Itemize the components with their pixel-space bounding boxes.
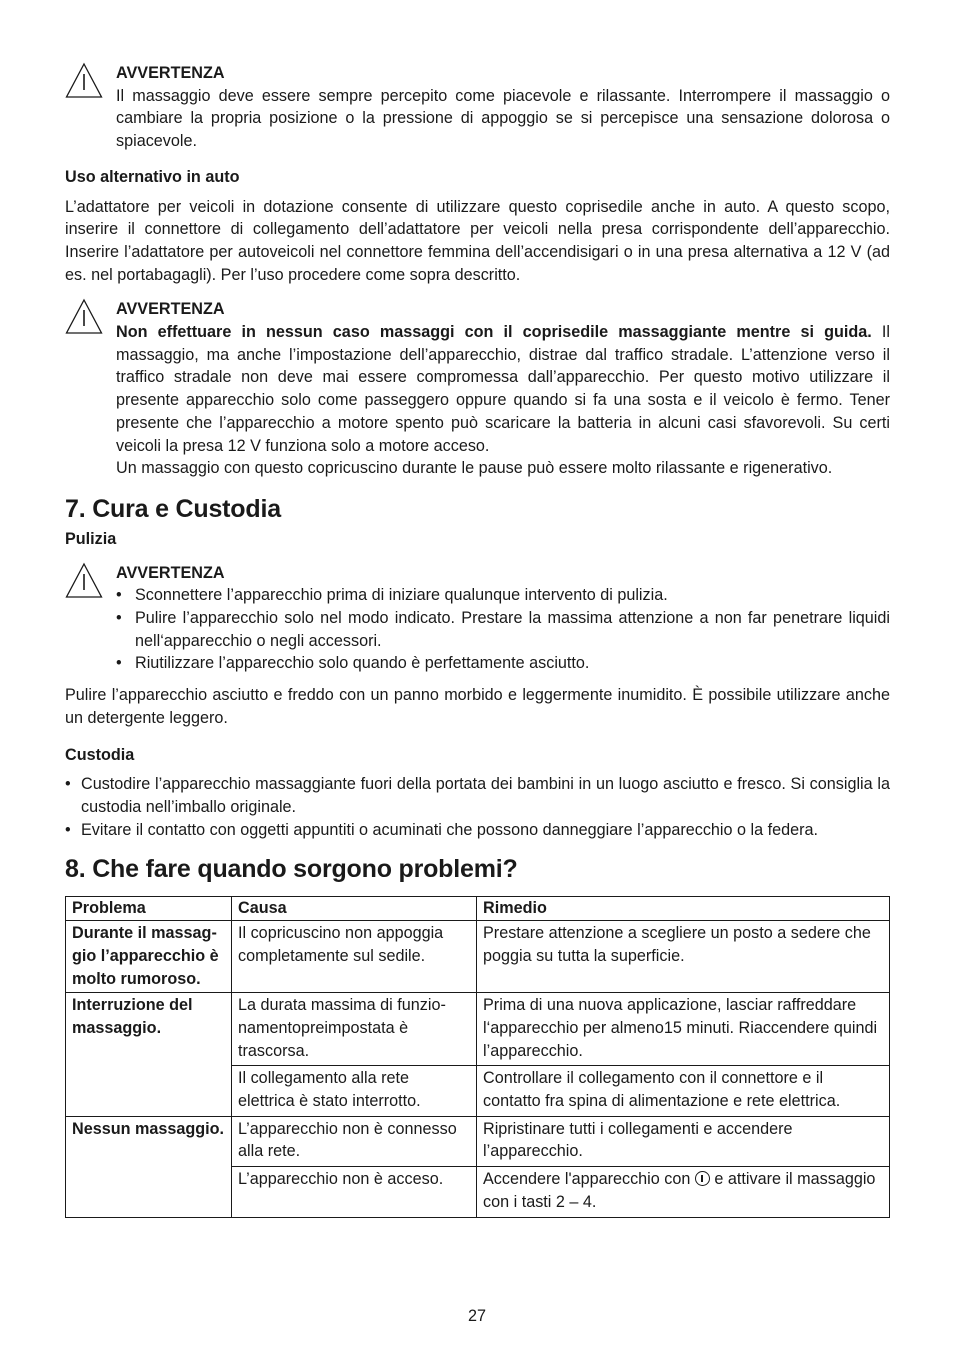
column-header: Problema <box>66 897 232 921</box>
list-item: • Custodire l’apparecchio massaggiante fuori della portata dei bambini in un luogo asciutto e fresco. Si consiglia la custodia nell’imballo originale. <box>65 773 890 818</box>
power-symbol-icon <box>695 1171 710 1186</box>
warning-block-driving <box>65 298 890 480</box>
section-7-title: 7. Cura e Custodia <box>65 494 281 523</box>
warning-text-2: Un massaggio con questo copricuscino durante le pause può essere molto rilassante e rigenerativo. <box>116 459 833 478</box>
cleaning-heading: Pulizia <box>65 529 117 548</box>
car-use-heading: Uso alternativo in auto <box>65 167 240 186</box>
warning-triangle-icon <box>65 62 103 100</box>
table-header-row <box>66 897 890 921</box>
cause-cell: L’apparecchio non è connesso alla rete. <box>232 1116 477 1166</box>
column-header: Rimedio <box>477 897 890 921</box>
page-number: 27 <box>467 1307 486 1325</box>
warning-bold-text: Non effettuare in nessun caso massaggi con il coprisedile massaggiante mentre si guida. <box>116 323 872 342</box>
troubleshooting-table <box>65 896 890 1217</box>
document-page <box>65 62 890 1218</box>
list-item: • Riutilizzare l’apparecchio solo quando è perfettamente asciutto. <box>116 652 890 675</box>
cause-cell: Il copricuscino non appoggia completamente sul sedile. <box>232 921 477 993</box>
warning-title: AVVERTENZA <box>116 563 225 582</box>
warning-triangle-icon <box>65 298 103 336</box>
table-row <box>66 921 890 993</box>
warning-text <box>116 321 890 457</box>
list-item: • Pulire l’apparecchio solo nel modo indicato. Prestare la massima attenzione a non far penetrare liquidi nell‘apparecchio o negli accessori. <box>116 607 890 652</box>
remedy-cell: Prestare attenzione a scegliere un posto a sedere che poggia su tutta la superficie. <box>477 921 890 993</box>
warning-title: AVVERTENZA <box>116 300 225 319</box>
cause-cell: Il collegamento alla rete elettrica è stato interrotto. <box>232 1066 477 1116</box>
list-item: • Sconnettere l’apparecchio prima di iniziare qualunque intervento di pulizia. <box>116 584 890 607</box>
remedy-cell: Controllare il collegamento con il connettore e il contatto fra spina di alimentazione e rete elettrica. <box>477 1066 890 1116</box>
car-use-text: L’adattatore per veicoli in dotazione consente di utilizzare questo coprisedile anche in auto. A questo scopo, inserire il connettore di collegamento dell’adattatore per veicoli nella presa corrispondente dell’apparecchio. Inserire l’adattatore per autoveicoli nel connettore femmina dell’accendisigari o in una presa alternativa a 12 V (ad es. nel portabagagli). Per l’uso procedere come sopra descritto. <box>65 197 890 284</box>
table-row <box>66 993 890 1066</box>
storage-heading: Custodia <box>65 745 135 764</box>
cause-cell: La durata massima di funzionamentopreimpostata è trascorsa. <box>232 993 477 1066</box>
list-item: • Evitare il contatto con oggetti appuntiti o acuminati che possono danneggiare l’apparecchio o la federa. <box>65 819 890 842</box>
table-row <box>66 1116 890 1166</box>
problem-cell: Interruzione del massaggio. <box>66 993 232 1117</box>
warning-title: AVVERTENZA <box>116 64 225 82</box>
warning-text: Il massaggio deve essere sempre percepito come piacevole e rilassante. Interrompere il massaggio o cambiare la propria posizione o la pressione di appoggio se si percepisce una sensazione dolorosa o spiacevole. <box>116 86 890 151</box>
cleaning-text: Pulire l’apparecchio asciutto e freddo con un panno morbido e leggermente inumidito. È possibile utilizzare anche un detergente leggero. <box>65 686 890 727</box>
warning-block-cleaning <box>65 562 890 676</box>
remedy-cell: Prima di una nuova applicazione, lasciar raffreddare l‘apparecchio per almeno15 minuti. Riaccendere quindi l’apparecchio. <box>477 993 890 1066</box>
warning-triangle-icon <box>65 562 103 600</box>
section-8-title: 8. Che fare quando sorgono problemi? <box>65 855 518 884</box>
cleaning-warning-list <box>116 584 890 675</box>
cause-cell: L’apparecchio non è acceso. <box>232 1167 477 1217</box>
remedy-text-start: Accendere l'apparecchio con <box>483 1170 691 1189</box>
storage-list <box>65 773 890 841</box>
column-header: Causa <box>232 897 477 921</box>
remedy-cell: Ripristinare tutti i collegamenti e accendere l’apparecchio. <box>477 1116 890 1166</box>
problem-cell: Durante il massaggio l’apparecchio è molto rumoroso. <box>66 921 232 993</box>
remedy-cell <box>477 1167 890 1217</box>
problem-cell: Nessun massaggio. <box>66 1116 232 1217</box>
warning-regular-text: Il massaggio, ma anche l’impostazione dell’apparecchio, distrae dal traffico stradale. L’attenzione verso il traffico stradale non deve mai essere compromessa dall’apparecchio. Per questo motivo utilizzare il presente apparecchio solo come passeggero oppure quando si fa una sosta e il veicolo è fermo. Tener presente che l’apparecchio a motore spento può scaricare la batteria in alcuni casi sfavorevoli. Su certi veicoli la presa 12 V funziona solo a motore acceso. <box>116 323 891 455</box>
remedy-text-end: e attivare il massaggio con i tasti 2 – 4. <box>483 1170 876 1211</box>
warning-block-massage <box>65 62 890 153</box>
